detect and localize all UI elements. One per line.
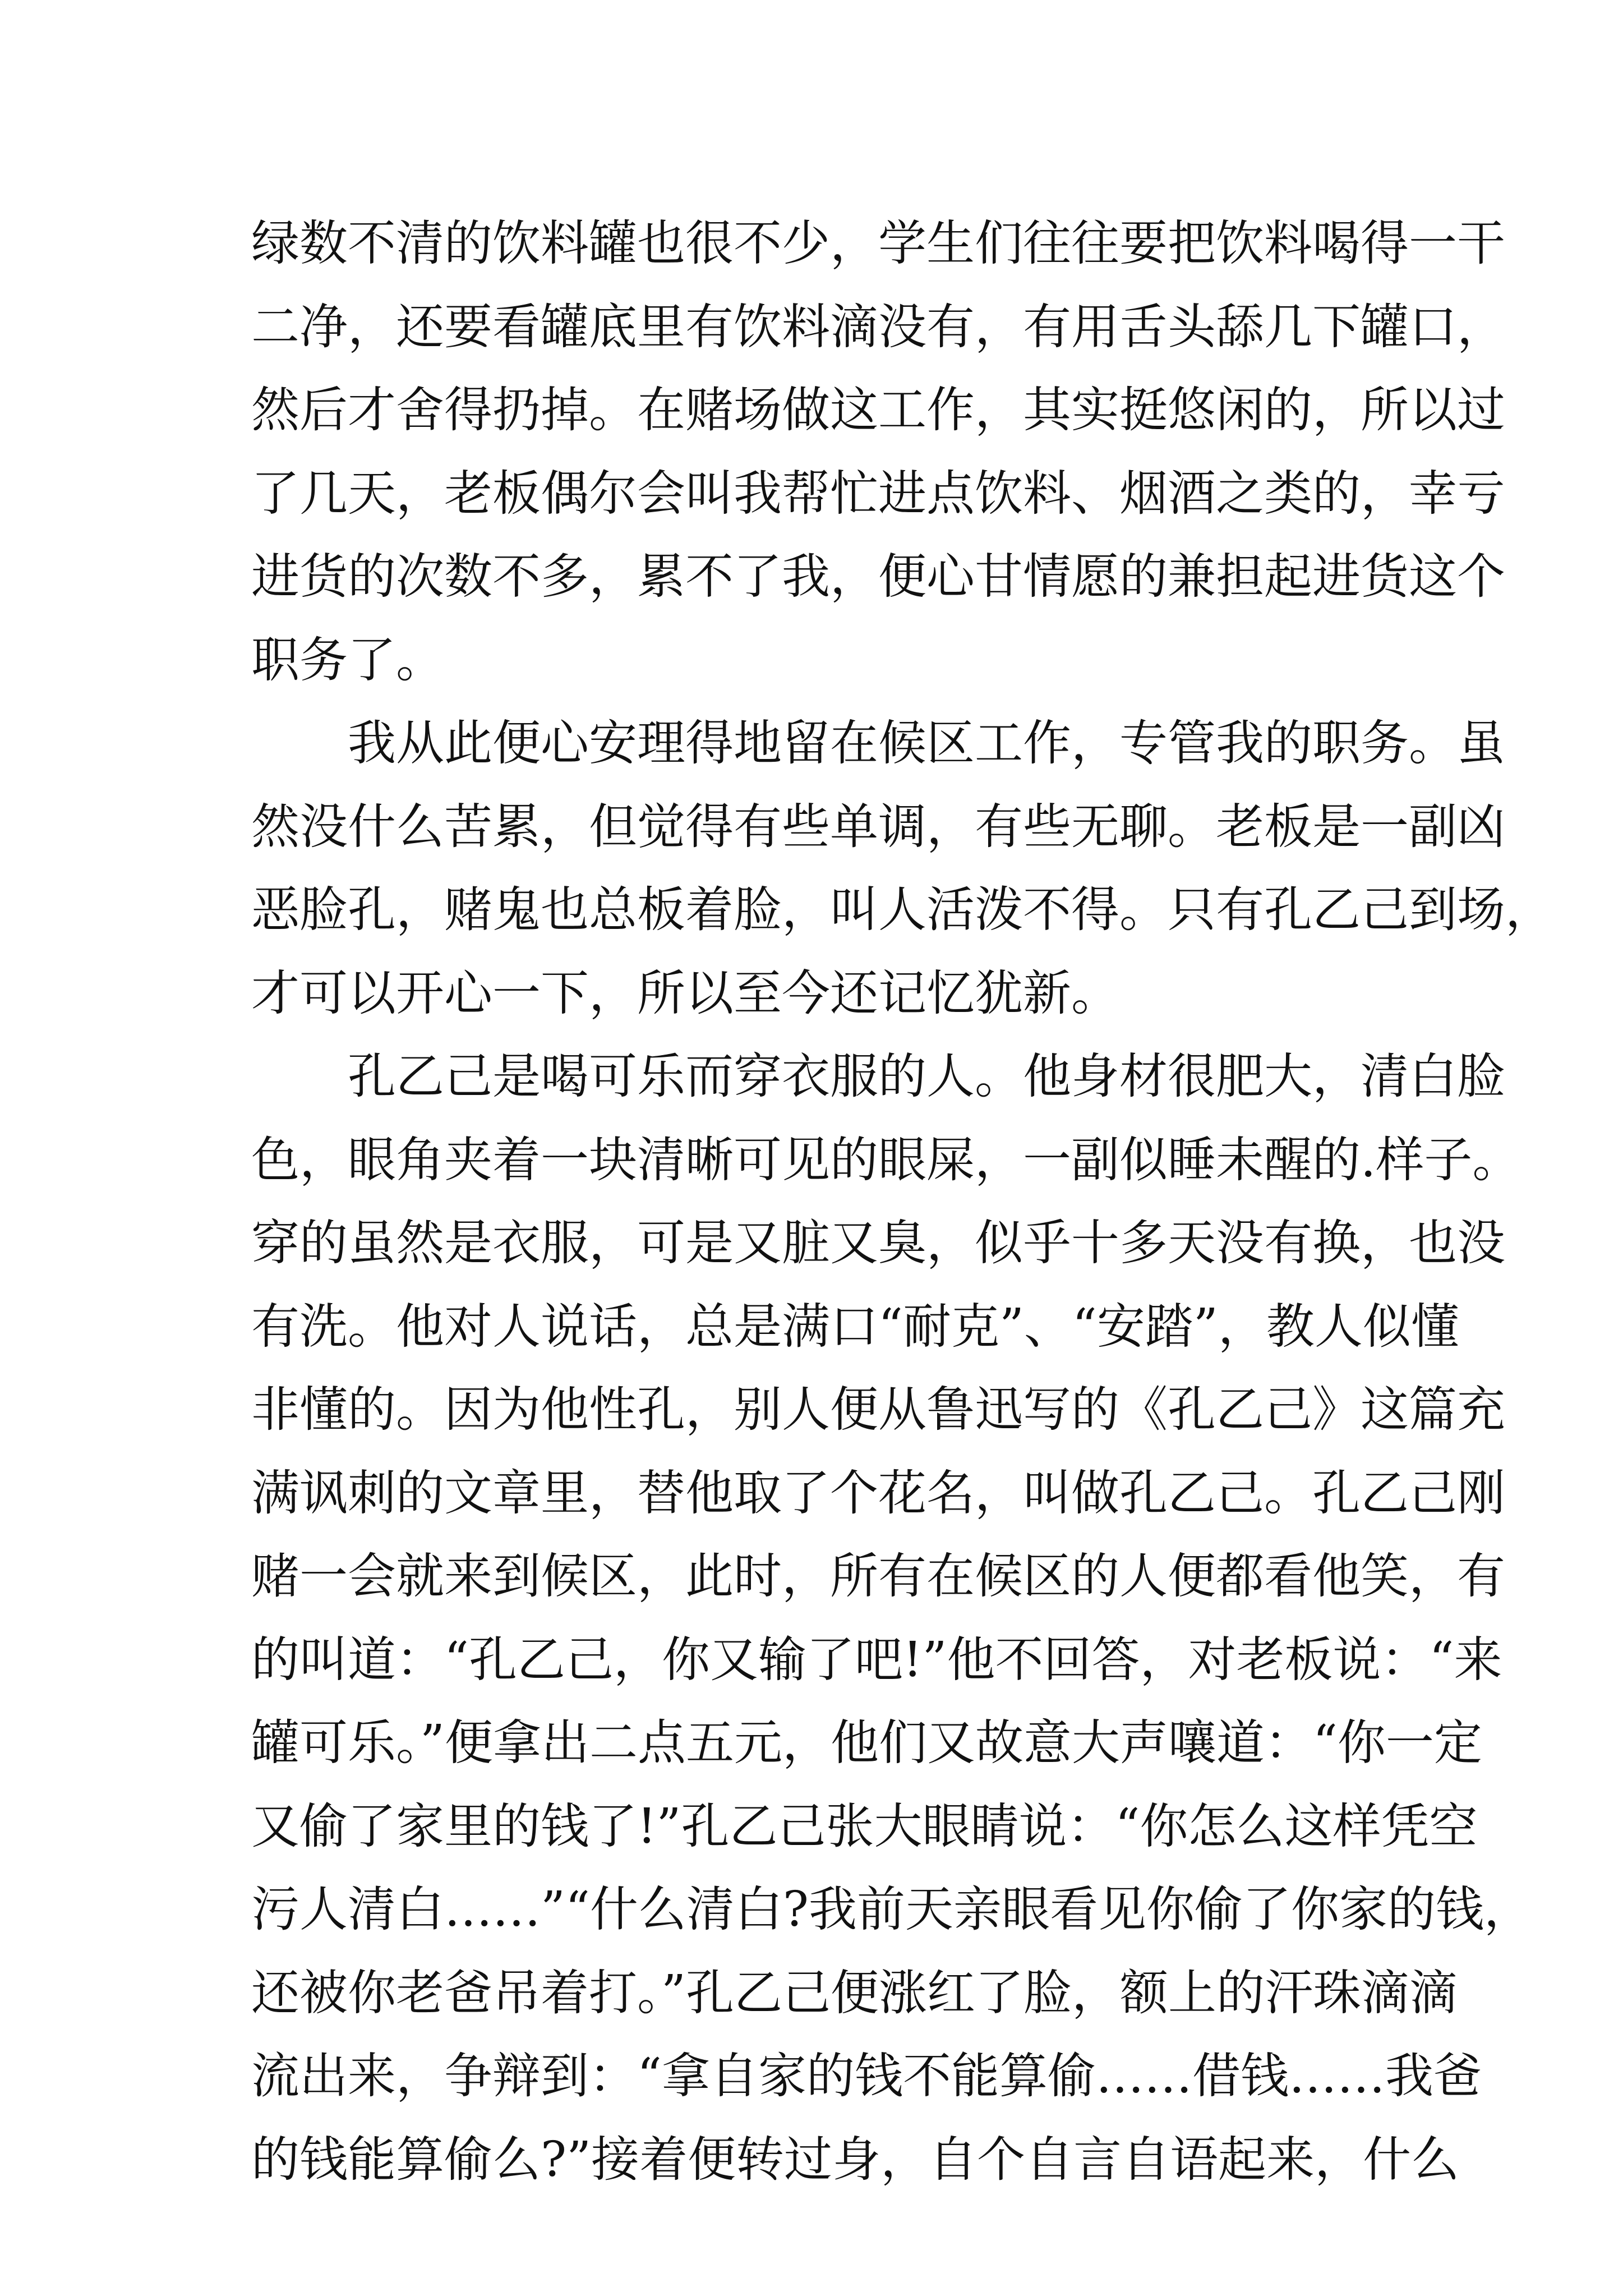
text-line: 还被你老爸吊着打。”孔乙己便涨红了脸，额上的汗珠滴滴 (251, 1964, 1458, 2021)
text-line: 有洗。他对人说话，总是满口“耐克”、“安踏”，教人似懂 (251, 1298, 1459, 1355)
text-line: 赌一会就来到候区，此时，所有在候区的人便都看他笑，有 (251, 1548, 1505, 1604)
text-line: 绿数不清的饮料罐也很不少，学生们往往要把饮料喝得一干 (251, 215, 1505, 272)
text-line: 罐可乐。”便拿出二点五元，他们又故意大声嚷道：“你一定 (251, 1715, 1482, 1771)
text-line: 恶脸孔，赌鬼也总板着脸，叫人活泼不得。只有孔乙己到场， (251, 882, 1553, 938)
text-line: 进货的次数不多，累不了我，便心甘情愿的兼担起进货这个 (251, 549, 1505, 605)
text-line: 职务了。 (251, 632, 444, 688)
text-line: 的钱能算偷么?”接着便转过身，自个自言自语起来，什么 (251, 2131, 1460, 2188)
text-line: 流出来，争辩到：“拿自家的钱不能算偷……借钱……我爸 (251, 2048, 1482, 2104)
text-line: 然后才舍得扔掉。在赌场做这工作，其实挺悠闲的，所以过 (251, 382, 1505, 438)
text-line: 孔乙己是喝可乐而穿衣服的人。他身材很肥大，清白脸 (348, 1048, 1505, 1105)
text-line: 我从此便心安理得地留在候区工作，专管我的职务。虽 (348, 715, 1505, 771)
text-line: 又偷了家里的钱了!”孔乙己张大眼睛说：“你怎么这样凭空 (251, 1798, 1478, 1855)
paragraph (251, 702, 1553, 1035)
text-line: 了几天，老板偶尔会叫我帮忙进点饮料、烟酒之类的，幸亏 (251, 465, 1505, 522)
text-line: 满讽刺的文章里，替他取了个花名，叫做孔乙己。孔乙己刚 (251, 1465, 1505, 1521)
text-line: 然没什么苦累，但觉得有些单调，有些无聊。老板是一副凶 (251, 798, 1505, 855)
text-line: 污人清白……”“什么清白?我前天亲眼看见你偷了你家的钱， (251, 1881, 1533, 1938)
text-line: 二净，还要看罐底里有饮料滴没有，有用舌头舔几下罐口， (251, 298, 1505, 355)
text-line: 色，眼角夹着一块清晰可见的眼屎，一副似睡未醒的.样子。 (251, 1131, 1521, 1188)
text-line: 非懂的。因为他性孔，别人便从鲁迅写的《孔乙己》这篇充 (251, 1382, 1505, 1438)
paragraph (251, 202, 1505, 702)
text-line: 穿的虽然是衣服，可是又脏又臭，似乎十多天没有换，也没 (251, 1215, 1505, 1271)
paragraph (251, 1035, 1533, 2201)
text-line: 才可以开心一下，所以至今还记忆犹新。 (251, 965, 1119, 1022)
document-body (251, 202, 1553, 2201)
text-line: 的叫道：“孔乙己，你又输了吧!”他不回答，对老板说：“来 (251, 1631, 1502, 1688)
